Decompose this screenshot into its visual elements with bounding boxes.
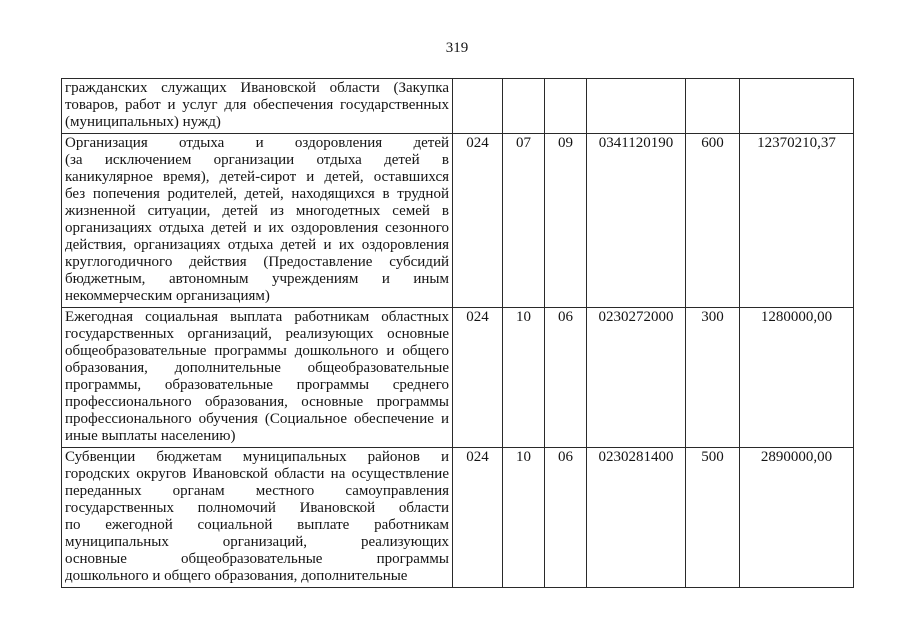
table-row [62, 79, 854, 134]
description-line: государственных полномочий Ивановской области [65, 500, 449, 516]
description-line: иные выплаты населению) [65, 428, 236, 444]
description-line: основные общеобразовательные программы [65, 551, 449, 567]
row-value [587, 79, 686, 134]
table-row [62, 308, 854, 448]
row-value [545, 79, 587, 134]
row-value [686, 79, 740, 134]
table-row [62, 134, 854, 308]
row-value: 10 [503, 448, 545, 588]
row-value: 06 [545, 448, 587, 588]
description-line: без попечения родителей, детей, находящихся в трудной [65, 186, 449, 202]
description-line: государственных организаций, реализующих основные [65, 326, 449, 342]
row-value [740, 79, 854, 134]
row-description [62, 308, 453, 448]
budget-table-body [62, 79, 854, 588]
description-line: жизненной ситуации, детей из многодетных семей в [65, 203, 449, 219]
description-line: Ежегодная социальная выплата работникам областных [65, 309, 449, 325]
row-value: 0230281400 [587, 448, 686, 588]
description-line: по ежегодной социальной выплате работникам [65, 517, 449, 533]
description-line: (муниципальных) нужд) [65, 114, 221, 130]
description-line: Организация отдыха и оздоровления детей [65, 135, 449, 151]
description-line: товаров, работ и услуг для обеспечения государственных [65, 97, 449, 113]
row-value: 1280000,00 [740, 308, 854, 448]
row-value: 06 [545, 308, 587, 448]
row-value: 500 [686, 448, 740, 588]
row-value: 10 [503, 308, 545, 448]
row-value: 024 [453, 308, 503, 448]
row-description [62, 79, 453, 134]
description-line: гражданских служащих Ивановской области (Закупка [65, 80, 449, 96]
description-line: общеобразовательные программы дошкольного и общего [65, 343, 449, 359]
row-description [62, 448, 453, 588]
row-value: 024 [453, 134, 503, 308]
row-value: 0230272000 [587, 308, 686, 448]
description-line: некоммерческим организациям) [65, 288, 270, 304]
row-value [503, 79, 545, 134]
page-number: 319 [445, 40, 469, 56]
description-line: каникулярное время), детей-сирот и детей, оставшихся [65, 169, 449, 185]
description-line: Субвенции бюджетам муниципальных районов и [65, 449, 449, 465]
description-line: дошкольного и общего образования, дополнительные [65, 568, 408, 584]
description-line: городских округов Ивановской области на осуществление [65, 466, 449, 482]
row-value: 600 [686, 134, 740, 308]
row-value: 300 [686, 308, 740, 448]
row-value [453, 79, 503, 134]
row-value: 2890000,00 [740, 448, 854, 588]
description-line: образования, дополнительные общеобразовательные [65, 360, 449, 376]
budget-table [61, 78, 854, 588]
description-line: (за исключением организации отдыха детей в [65, 152, 449, 168]
table-row [62, 448, 854, 588]
description-line: бюджетным, автономным учреждениям и иным [65, 271, 449, 287]
row-value: 09 [545, 134, 587, 308]
row-value: 0341120190 [587, 134, 686, 308]
description-line: переданных органам местного самоуправления [65, 483, 449, 499]
row-value: 12370210,37 [740, 134, 854, 308]
row-value: 07 [503, 134, 545, 308]
description-line: муниципальных организаций, реализующих [65, 534, 449, 550]
description-line: профессионального обучения (Социальное обеспечение и [65, 411, 449, 427]
row-value: 024 [453, 448, 503, 588]
description-line: действия, организациях отдыха детей и их оздоровления [65, 237, 449, 253]
description-line: организациях отдыха детей и их оздоровления сезонного [65, 220, 449, 236]
description-line: круглогодичного действия (Предоставление субсидий [65, 254, 449, 270]
row-description [62, 134, 453, 308]
description-line: профессионального образования, основные программы [65, 394, 449, 410]
description-line: программы, образовательные программы среднего [65, 377, 449, 393]
